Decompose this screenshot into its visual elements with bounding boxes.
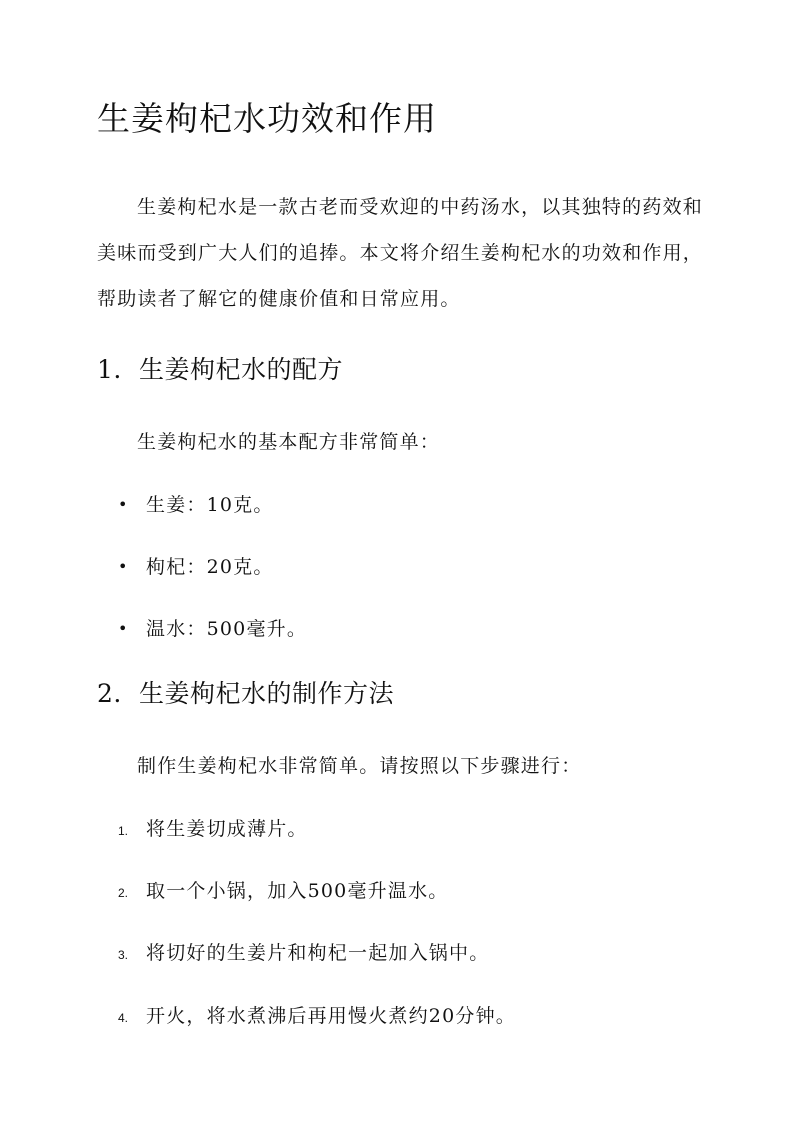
page-title: 生姜枸杞水功效和作用: [97, 99, 437, 138]
bullet-icon: •: [118, 619, 129, 638]
step-number: 2.: [118, 886, 129, 900]
list-item-text: 枸杞：20克。: [146, 556, 274, 578]
list-item-text: 将切好的生姜片和枸杞一起加入锅中。: [146, 942, 490, 964]
list-item: [118, 814, 308, 846]
list-item: [118, 490, 274, 521]
section-number: 1.: [97, 355, 122, 384]
section-lead: 生姜枸杞水的基本配方非常简单：: [137, 431, 441, 453]
list-item: [118, 876, 448, 908]
section-heading-recipe: [97, 352, 343, 388]
list-item: [118, 614, 307, 645]
section-title: 生姜枸杞水的制作方法: [139, 679, 395, 708]
section-title: 生姜枸杞水的配方: [139, 355, 344, 384]
list-item-text: 生姜：10克。: [146, 494, 274, 516]
list-item: [118, 552, 274, 583]
list-item-text: 温水：500毫升。: [146, 618, 308, 640]
step-number: 3.: [118, 948, 129, 962]
bullet-icon: •: [118, 557, 129, 576]
section-lead: 制作生姜枸杞水非常简单。请按照以下步骤进行：: [137, 755, 582, 777]
list-item-text: 将生姜切成薄片。: [146, 818, 308, 840]
list-item-text: 取一个小锅，加入500毫升温水。: [146, 880, 449, 902]
list-item: [118, 1001, 516, 1033]
step-number: 1.: [118, 824, 129, 838]
section-number: 2.: [97, 679, 122, 708]
bullet-icon: •: [118, 495, 129, 514]
list-item: [118, 938, 489, 970]
step-number: 4.: [118, 1011, 129, 1025]
intro-paragraph: 生姜枸杞水是一款古老而受欢迎的中药汤水，以其独特的药效和美味而受到广大人们的追捧。本文将介绍生姜枸杞水的功效和作用，帮助读者了解它的健康价值和日常应用。: [97, 196, 704, 310]
section-heading-method: [97, 676, 394, 712]
list-item-text: 开火，将水煮沸后再用慢火煮约20分钟。: [146, 1005, 516, 1027]
